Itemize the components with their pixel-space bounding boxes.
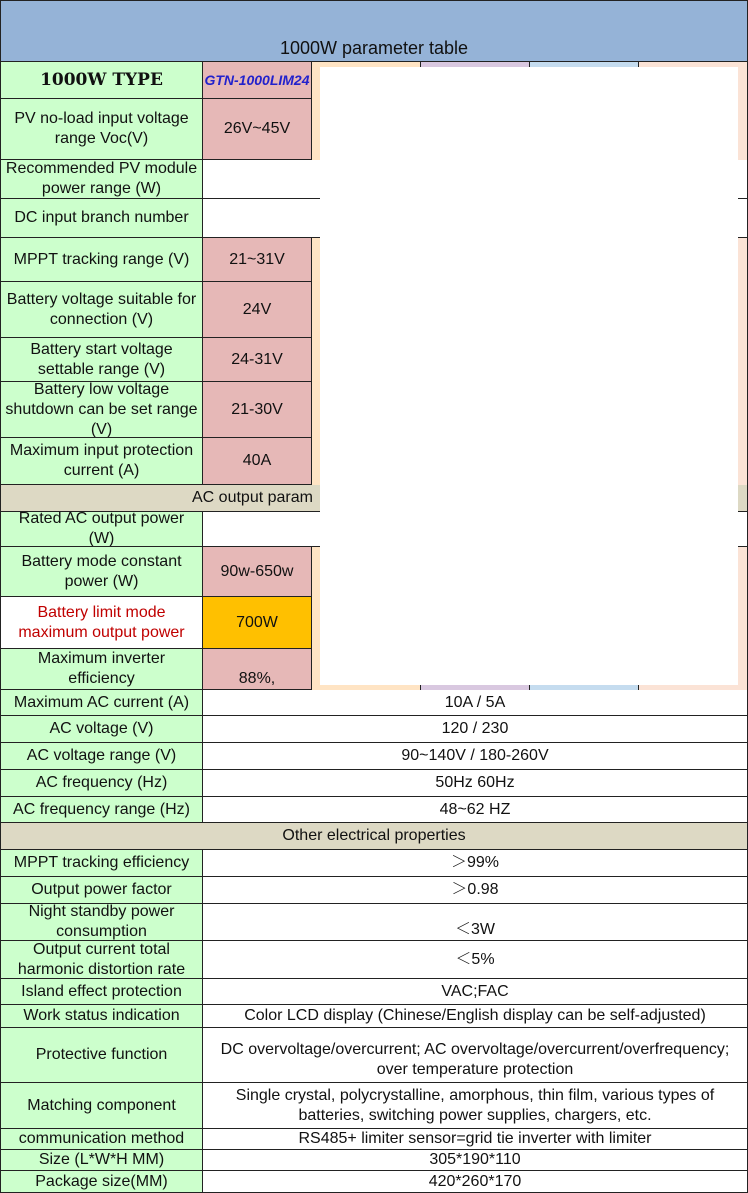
- table-row: [0, 850, 748, 877]
- row-label: AC frequency (Hz): [0, 770, 203, 797]
- table-row: [0, 743, 748, 770]
- row-value: RS485+ limiter sensor=grid tie inverter with limiter: [203, 1129, 748, 1150]
- table-row: [0, 770, 748, 797]
- section-title: Other electrical properties: [0, 823, 748, 850]
- table-title: 1000W parameter table: [0, 0, 748, 62]
- table-row: [0, 690, 748, 716]
- row-value: ＜5%: [203, 941, 748, 979]
- table-row: [0, 1150, 748, 1171]
- row-label: communication method: [0, 1129, 203, 1150]
- row-value: 24-31V: [203, 338, 312, 382]
- section-header-other: [0, 823, 748, 850]
- row-label: AC frequency range (Hz): [0, 797, 203, 823]
- row-value: 48~62 HZ: [203, 797, 748, 823]
- table-row: [0, 1171, 748, 1193]
- row-value: 50Hz 60Hz: [203, 770, 748, 797]
- row-value: 120 / 230: [203, 716, 748, 743]
- table-row: [0, 1129, 748, 1150]
- table-row: [0, 797, 748, 823]
- row-label: Maximum AC current (A): [0, 690, 203, 716]
- row-label: Protective function: [0, 1028, 203, 1083]
- row-label: AC voltage (V): [0, 716, 203, 743]
- row-value: DC overvoltage/overcurrent; AC overvoltage/overcurrent/overfrequency; over temperature protection: [203, 1028, 748, 1083]
- row-value: 420*260*170: [203, 1171, 748, 1193]
- row-value: ＞0.98: [203, 877, 748, 904]
- row-label: Maximum inverter efficiency: [0, 649, 203, 690]
- row-value: Single crystal, polycrystalline, amorphous, thin film, various types of batteries, switching power supplies, chargers, etc.: [203, 1083, 748, 1129]
- row-value: 21~31V: [203, 238, 312, 282]
- model-name: GTN-1000LIM24: [203, 62, 312, 99]
- row-value: ＜3W: [203, 904, 748, 941]
- row-value: 26V~45V: [203, 99, 312, 160]
- row-label: Maximum input protection current (A): [0, 438, 203, 485]
- row-value: ＞99%: [203, 850, 748, 877]
- obscuring-panel: [320, 67, 738, 685]
- table-row: [0, 1005, 748, 1028]
- row-label: Night standby power consumption: [0, 904, 203, 941]
- row-label: Recommended PV module power range (W): [0, 160, 203, 199]
- row-value: VAC;FAC: [203, 979, 748, 1005]
- row-label: MPPT tracking efficiency: [0, 850, 203, 877]
- row-label: Matching component: [0, 1083, 203, 1129]
- row-value: 21-30V: [203, 382, 312, 438]
- table-row: [0, 877, 748, 904]
- table-row: [0, 979, 748, 1005]
- table-row: [0, 904, 748, 941]
- row-label: Battery low voltage shutdown can be set range (V): [0, 382, 203, 438]
- table-row: [0, 716, 748, 743]
- type-label: 1000W TYPE: [0, 62, 203, 99]
- row-label: Package size(MM): [0, 1171, 203, 1193]
- row-label: Battery limit mode maximum output power: [0, 597, 203, 649]
- row-label: Island effect protection: [0, 979, 203, 1005]
- table-row: [0, 941, 748, 979]
- row-label: Output current total harmonic distortion rate: [0, 941, 203, 979]
- row-value: 305*190*110: [203, 1150, 748, 1171]
- row-value: 700W: [203, 597, 312, 649]
- row-value: 90w-650w: [203, 547, 312, 597]
- row-label: Rated AC output power (W): [0, 512, 203, 547]
- row-label: Battery voltage suitable for connection (V): [0, 282, 203, 338]
- section-title: AC output param: [0, 485, 748, 512]
- row-value: 88%,: [203, 649, 312, 690]
- row-value: 40A: [203, 438, 312, 485]
- row-value: 24V: [203, 282, 312, 338]
- row-label: Size (L*W*H MM): [0, 1150, 203, 1171]
- table-row: [0, 1083, 748, 1129]
- row-label: Output power factor: [0, 877, 203, 904]
- row-value: 10A / 5A: [203, 690, 748, 716]
- table-row: [0, 1028, 748, 1083]
- row-value: 90~140V / 180-260V: [203, 743, 748, 770]
- row-label: PV no-load input voltage range Voc(V): [0, 99, 203, 160]
- row-label: Battery mode constant power (W): [0, 547, 203, 597]
- row-label: AC voltage range (V): [0, 743, 203, 770]
- row-label: MPPT tracking range (V): [0, 238, 203, 282]
- row-value: Color LCD display (Chinese/English display can be self-adjusted): [203, 1005, 748, 1028]
- row-label: Work status indication: [0, 1005, 203, 1028]
- row-label: DC input branch number: [0, 199, 203, 238]
- row-label: Battery start voltage settable range (V): [0, 338, 203, 382]
